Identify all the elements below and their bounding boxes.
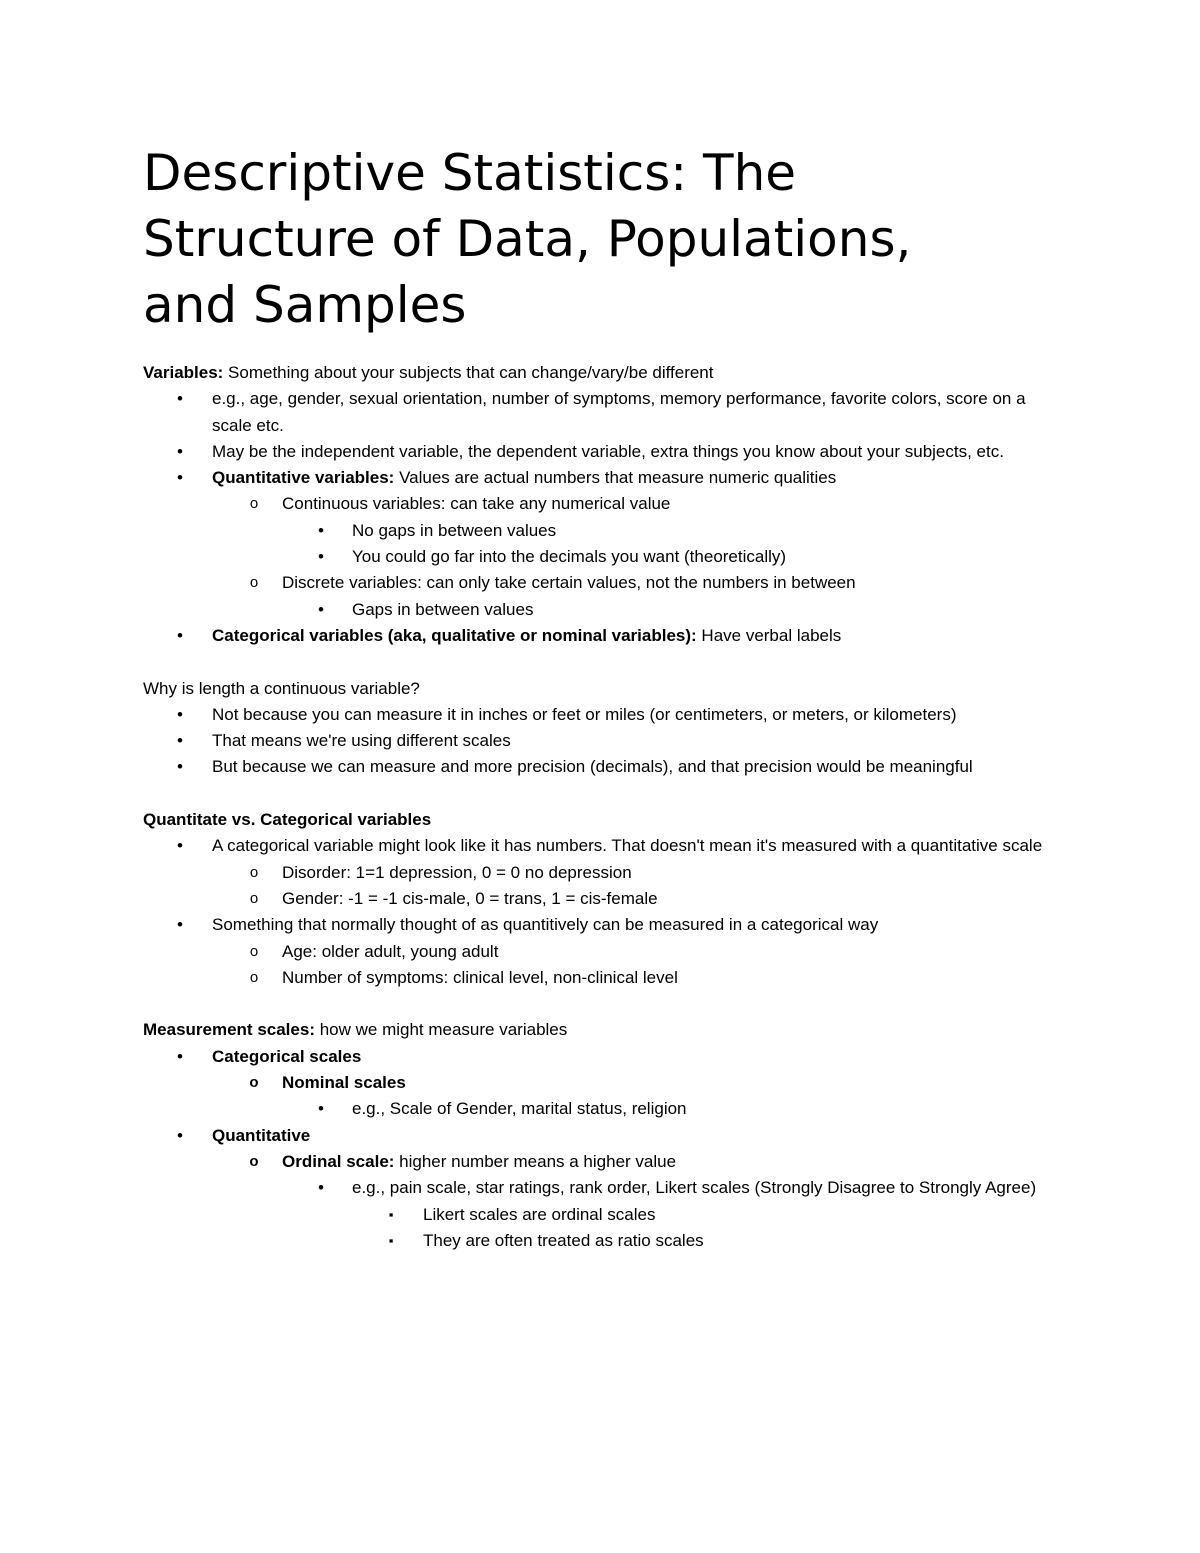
length-question: Why is length a continuous variable? [143,678,420,698]
list-item: o Age: older adult, young adult [143,939,1043,965]
list-item: ▪ Likert scales are ordinal scales [143,1202,1043,1228]
list-item: • You could go far into the decimals you want (theoretically) [143,544,1043,570]
title-line-2: Structure of Data, Populations, [143,210,912,268]
list-item: o Discrete variables: can only take certain values, not the numbers in between [143,570,1043,596]
list-item: o Nominal scales [143,1070,1043,1096]
circle-marker: o [249,889,259,907]
variables-text: Something about your subjects that can change/vary/be different [223,363,714,382]
list-item: • No gaps in between values [143,518,1043,544]
list-item: o Gender: -1 = -1 cis-male, 0 = trans, 1 = cis-female [143,886,1043,912]
list-item: • Something that normally thought of as quantitively can be measured in a categorical way [143,912,1043,938]
list-item: • But because we can measure and more precision (decimals), and that precision would be meaningful [143,754,1043,780]
circle-marker: o [249,1152,259,1170]
section-heading: Quantitate vs. Categorical variables [143,810,432,830]
list-item: • Categorical scales [143,1044,1043,1070]
page-title [143,140,1043,338]
list-item: ▪ They are often treated as ratio scales [143,1228,1043,1254]
list-item: • e.g., Scale of Gender, marital status, religion [143,1096,1043,1122]
list-item: • Quantitative variables: Values are actual numbers that measure numeric qualities [143,465,1043,491]
list-item: • Categorical variables (aka, qualitative or nominal variables): Have verbal labels [143,623,1043,649]
list-item: • That means we're using different scales [143,728,1043,754]
bullet-marker: • [177,1046,183,1066]
bullet-marker: • [177,1125,183,1145]
bullet-marker: • [177,389,183,409]
square-bullet-marker: ▪ [388,1206,394,1222]
bullet-marker: • [318,599,324,619]
paragraph-gap [143,649,1043,675]
variables-definition [143,360,1043,386]
circle-marker: o [249,863,259,881]
bullet-marker: • [318,520,324,540]
paragraph-gap [143,781,1043,807]
list-item: • Quantitative [143,1123,1043,1149]
circle-marker: o [249,942,259,960]
bullet-marker: • [177,441,183,461]
title-line-3: and Samples [143,276,467,334]
bullet-marker: • [177,757,183,777]
bullet-marker: • [318,1178,324,1198]
list-item: o Continuous variables: can take any numerical value [143,491,1043,517]
bullet-marker: • [177,704,183,724]
list-item: o Disorder: 1=1 depression, 0 = 0 no depression [143,860,1043,886]
list-item: • e.g., age, gender, sexual orientation, number of symptoms, memory performance, favorite colors, score on a scale etc. [143,386,1043,439]
paragraph-gap [143,991,1043,1017]
list-item: o Number of symptoms: clinical level, non-clinical level [143,965,1043,991]
bullet-marker: • [177,731,183,751]
variables-label: Variables: [143,363,224,382]
list-item: • May be the independent variable, the dependent variable, extra things you know about your subjects, etc. [143,439,1043,465]
circle-marker: o [249,1074,259,1092]
bullet-marker: • [177,625,183,645]
circle-marker: o [249,574,259,592]
bullet-marker: • [318,1099,324,1119]
list-item: • Gaps in between values [143,597,1043,623]
bullet-marker: • [177,836,183,856]
circle-marker: o [249,968,259,986]
document-body [143,360,1043,1254]
list-item: • Not because you can measure it in inches or feet or miles (or centimeters, or meters, or kilometers) [143,702,1043,728]
square-bullet-marker: ▪ [388,1232,394,1248]
list-item: • e.g., pain scale, star ratings, rank order, Likert scales (Strongly Disagree to Strongly Agree) [143,1175,1043,1201]
bullet-marker: • [318,547,324,567]
list-item: • A categorical variable might look like it has numbers. That doesn't mean it's measured with a quantitative scale [143,833,1043,859]
bullet-marker: • [177,468,183,488]
measurement-definition: Measurement scales: how we might measure variables [143,1020,568,1040]
list-item: o Ordinal scale: higher number means a higher value [143,1149,1043,1175]
bullet-marker: • [177,915,183,935]
title-line-1: Descriptive Statistics: The [143,144,797,202]
circle-marker: o [249,495,259,513]
